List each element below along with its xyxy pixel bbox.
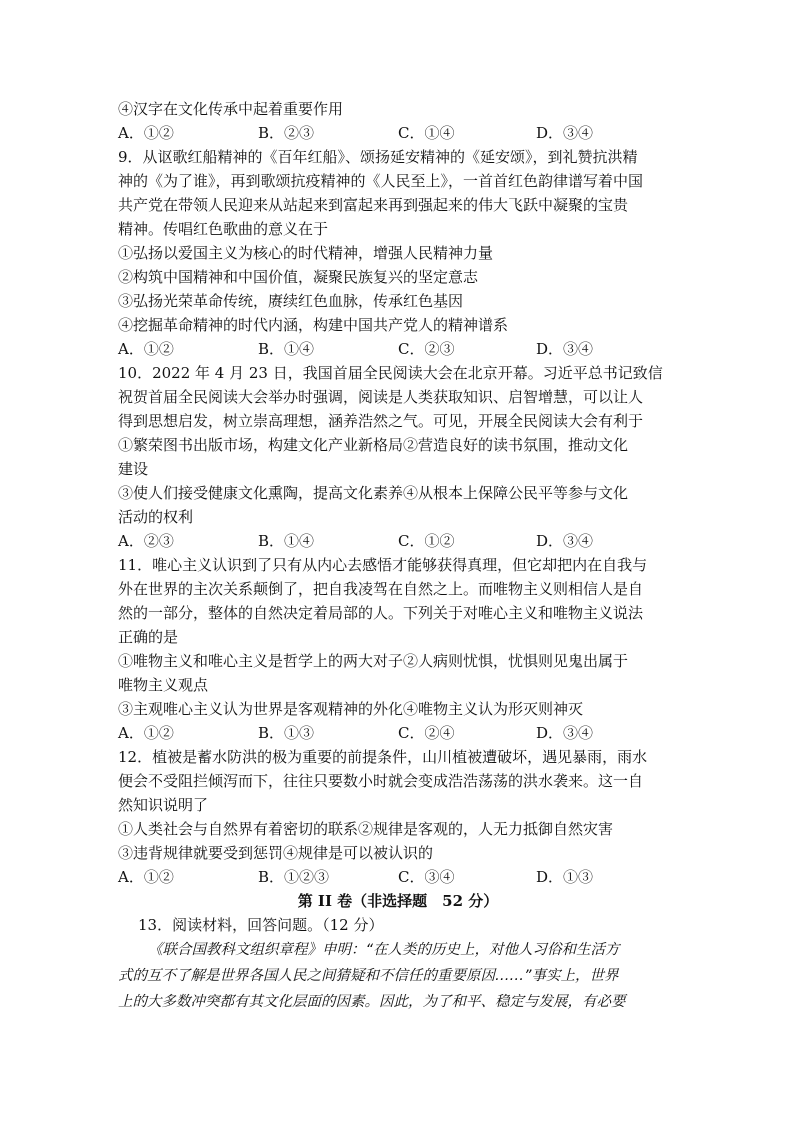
q9-options <box>118 337 678 361</box>
q11-option-b[interactable]: B．①③ <box>258 724 315 742</box>
q11-option-c[interactable]: C．②④ <box>398 724 455 742</box>
q9-stem-line: 精神。传唱红色歌曲的意义在于 <box>118 220 329 238</box>
q12-option-d[interactable]: D．①③ <box>536 868 594 886</box>
q12-stem-line: 12．植被是蓄水防洪的极为重要的前提条件，山川植被遭破坏，遇见暴雨，雨水 <box>118 748 648 766</box>
q13-material-line: 上的大多数冲突都有其文化层面的因素。因此，为了和平、稳定与发展，有必要 <box>118 994 626 1010</box>
q10-item: 建设 <box>118 460 149 478</box>
q9-item: ②构筑中国精神和中国价值，凝聚民族复兴的坚定意志 <box>118 268 479 286</box>
question-9 <box>118 145 678 361</box>
q11-item: ③主观唯心主义认为世界是客观精神的外化④唯物主义认为形灭则神灭 <box>118 700 584 718</box>
q11-stem-line: 外在世界的主次关系颠倒了，把自我凌驾在自然之上。而唯物主义则相信人是自 <box>118 580 644 598</box>
q11-option-d[interactable]: D．③④ <box>536 724 594 742</box>
q8-option-d[interactable]: D．③④ <box>536 124 594 142</box>
q10-option-d[interactable]: D．③④ <box>536 532 594 550</box>
q11-option-a[interactable]: A．①② <box>118 724 174 742</box>
q8-options <box>118 121 678 145</box>
q10-stem-line: 祝贺首届全民阅读大会举办时强调，阅读是人类获取知识、启智增慧，可以让人 <box>118 388 644 406</box>
q10-option-a[interactable]: A．②③ <box>118 532 174 550</box>
q12-stem-line: 便会不受阻拦倾泻而下，往往只要数小时就会变成浩浩荡荡的洪水袭来。这一自 <box>118 772 644 790</box>
q11-stem-line: 11．唯心主义认识到了只有从内心去感悟才能够获得真理，但它却把内在自我与 <box>118 556 648 574</box>
q13-material-line: 式的互不了解是世界各国人民之间猜疑和不信任的重要原因……”事实上，世界 <box>118 968 619 984</box>
q12-options <box>118 865 678 889</box>
question-13 <box>118 913 678 1015</box>
q10-stem-line: 得到思想启发，树立崇高理想，涵养浩然之气。可见，开展全民阅读大会有利于 <box>118 412 644 430</box>
q12-option-a[interactable]: A．①② <box>118 868 174 886</box>
q9-item: ①弘扬以爱国主义为核心的时代精神，增强人民精神力量 <box>118 244 494 262</box>
q8-option-a[interactable]: A．①② <box>118 124 174 142</box>
section-2-title: 第 II 卷（非选择题 52 分） <box>297 892 499 910</box>
q11-stem-line: 正确的是 <box>118 628 179 646</box>
question-10 <box>118 361 678 553</box>
q10-options <box>118 529 678 553</box>
q9-option-c[interactable]: C．②③ <box>398 340 455 358</box>
q9-item: ④挖掘革命精神的时代内涵，构建中国共产党人的精神谱系 <box>118 316 509 334</box>
q12-stem-line: 然知识说明了 <box>118 796 209 814</box>
q13-stem: 13．阅读材料，回答问题。（12 分） <box>138 916 384 934</box>
q10-option-c[interactable]: C．①② <box>398 532 455 550</box>
q12-option-c[interactable]: C．③④ <box>398 868 455 886</box>
q12-option-b[interactable]: B．①②③ <box>258 868 330 886</box>
q10-stem-line: 10．2022 年 4 月 23 日，我国首届全民阅读大会在北京开幕。习近平总书记致信 <box>118 364 663 382</box>
q9-option-d[interactable]: D．③④ <box>536 340 594 358</box>
q9-item: ③弘扬光荣革命传统，赓续红色血脉，传承红色基因 <box>118 292 464 310</box>
q12-item: ③违背规律就要受到惩罚④规律是可以被认识的 <box>118 844 434 862</box>
q9-stem-line: 共产党在带领人民迎来从站起来到富起来再到强起来的伟大飞跃中凝聚的宝贵 <box>118 196 629 214</box>
q13-material-line: 《联合国教科文组织章程》申明：“在人类的历史上，对他人习俗和生活方 <box>148 942 620 958</box>
exam-content <box>118 97 678 1015</box>
q10-item: ①繁荣图书出版市场，构建文化产业新格局②营造良好的读书氛围，推动文化 <box>118 436 629 454</box>
q8-option-b[interactable]: B．②③ <box>258 124 315 142</box>
q10-option-b[interactable]: B．①④ <box>258 532 315 550</box>
q11-options <box>118 721 678 745</box>
q11-item: ①唯物主义和唯心主义是哲学上的两大对子②人病则忧惧，忧惧则见鬼出属于 <box>118 652 629 670</box>
q11-stem-line: 然的一部分，整体的自然决定着局部的人。下列关于对唯心主义和唯物主义说法 <box>118 604 644 622</box>
q9-stem-line: 神的《为了谁》，再到歌颂抗疫精神的《人民至上》，一首首红色韵律谱写着中国 <box>118 172 644 190</box>
q9-stem-line: 9．从讴歌红船精神的《百年红船》、颂扬延安精神的《延安颂》，到礼赞抗洪精 <box>118 148 638 166</box>
question-11 <box>118 553 678 745</box>
question-12 <box>118 745 678 889</box>
q11-item: 唯物主义观点 <box>118 676 209 694</box>
q9-option-b[interactable]: B．①④ <box>258 340 315 358</box>
q10-item: 活动的权利 <box>118 508 194 526</box>
q10-item: ③使人们接受健康文化熏陶，提高文化素养④从根本上保障公民平等参与文化 <box>118 484 629 502</box>
q12-item: ①人类社会与自然界有着密切的联系②规律是客观的，人无力抵御自然灾害 <box>118 820 614 838</box>
q9-option-a[interactable]: A．①② <box>118 340 174 358</box>
q8-item-4: ④汉字在文化传承中起着重要作用 <box>118 100 344 118</box>
q8-option-c[interactable]: C．①④ <box>398 124 455 142</box>
